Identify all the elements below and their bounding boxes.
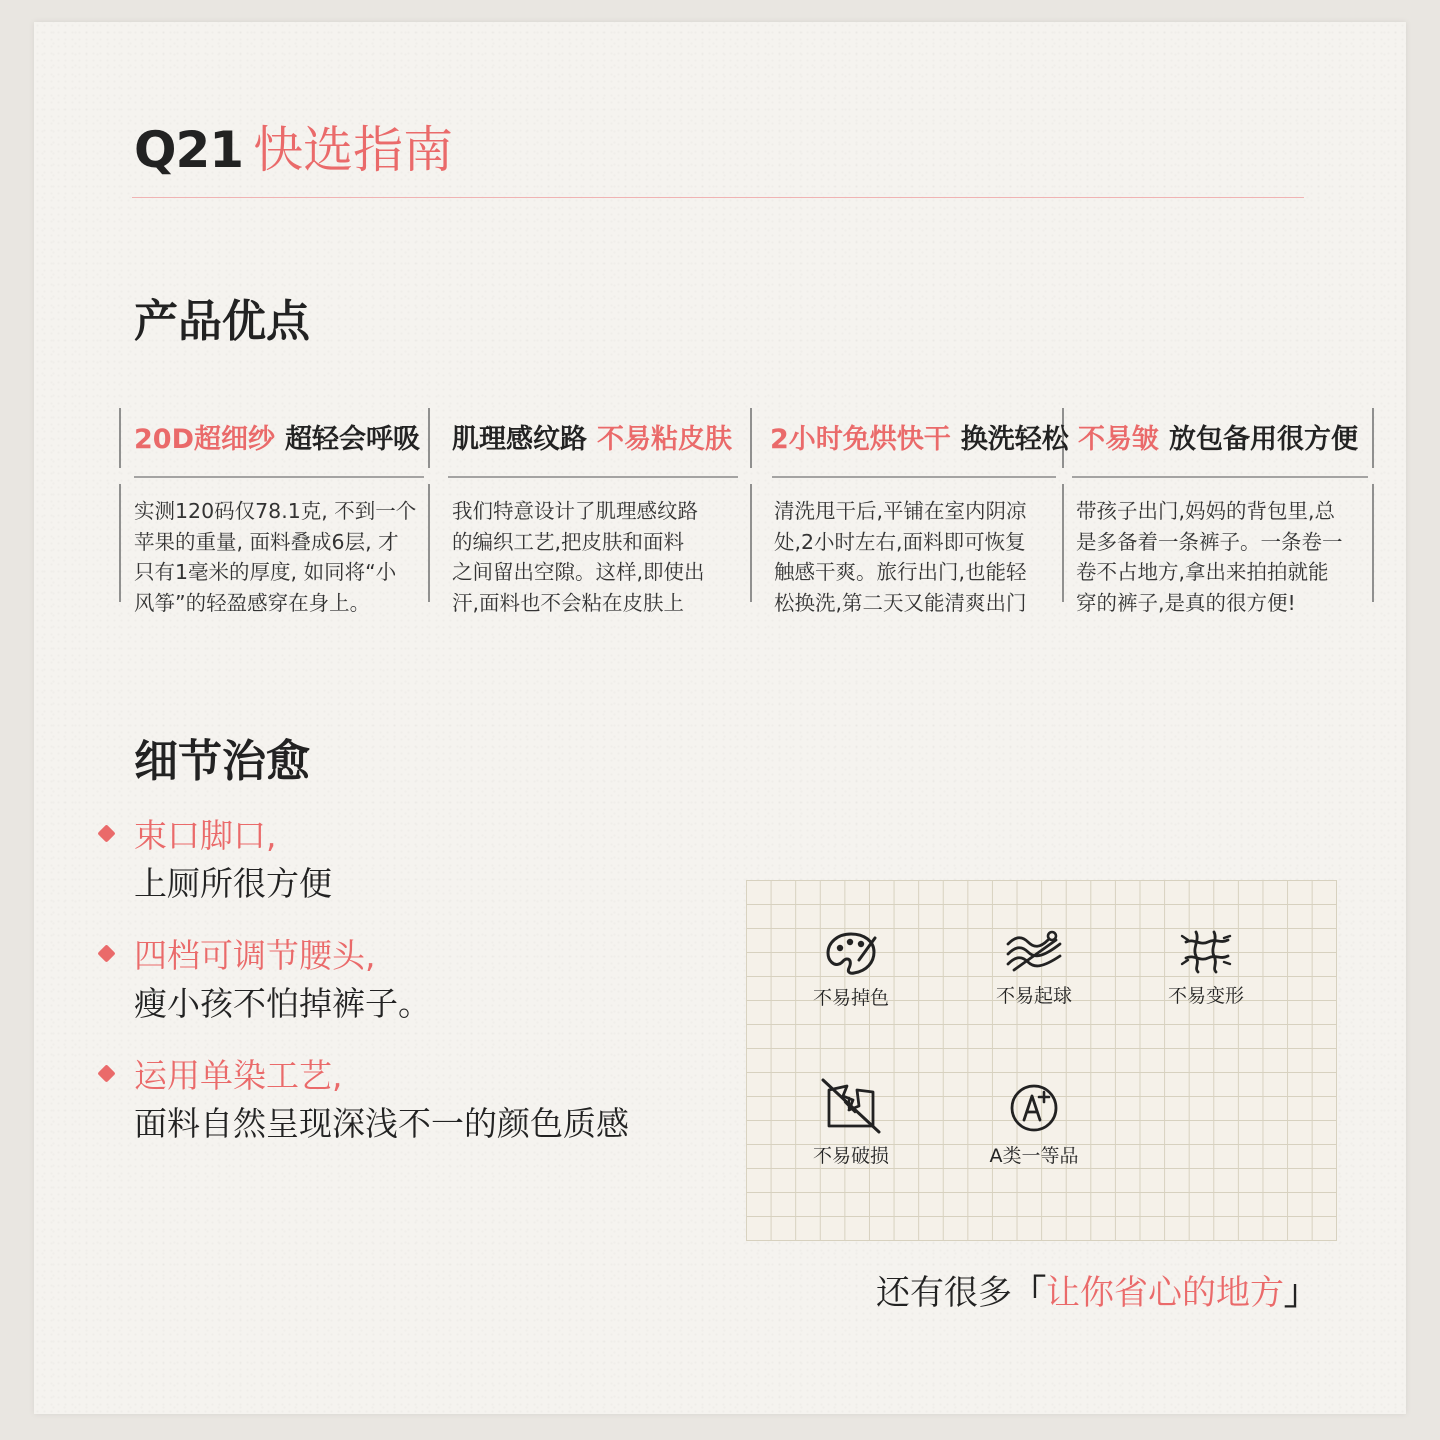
detail-highlight: 束口脚口, bbox=[134, 816, 277, 855]
feature-title: 肌理感纹路 bbox=[452, 424, 587, 455]
feature-line: 处,2小时左右,面料即可恢复 bbox=[774, 529, 1026, 554]
feature-line: 风筝”的轻盈感穿在身上。 bbox=[134, 590, 371, 615]
feature-item bbox=[770, 408, 1069, 615]
detail-item bbox=[134, 812, 332, 908]
waves-icon bbox=[1004, 926, 1064, 976]
feature-line: 只有1毫米的厚度, 如同将“小 bbox=[134, 560, 397, 584]
feature-description bbox=[134, 496, 416, 618]
feature-icon-grid bbox=[746, 880, 1337, 1241]
feature-line: 实测120码仅78.1克, 不到一个 bbox=[134, 499, 417, 523]
a-plus-badge-icon bbox=[1004, 1076, 1064, 1136]
detail-highlight: 运用单染工艺, bbox=[134, 1056, 343, 1095]
feature-line: 带孩子出门,妈妈的背包里,总 bbox=[1076, 499, 1336, 523]
feature-line: 是多备着一条裤子。一条卷一 bbox=[1076, 529, 1343, 554]
icon-item bbox=[974, 926, 1094, 1008]
feature-line: 之间留出空隙。这样,即使出 bbox=[452, 560, 705, 584]
feature-rule bbox=[448, 476, 738, 478]
detail-item bbox=[134, 932, 431, 1028]
feature-line: 我们特意设计了肌理感纹路 bbox=[452, 499, 698, 523]
icon-item bbox=[1146, 926, 1266, 1008]
fabric-stretch-icon bbox=[1178, 926, 1234, 976]
feature-highlight: 不易皱 bbox=[1078, 424, 1159, 455]
feature-heading bbox=[452, 422, 732, 458]
feature-divider bbox=[428, 484, 430, 602]
detail-item bbox=[134, 1052, 629, 1148]
feature-panel bbox=[118, 408, 1376, 615]
feature-line: 苹果的重量, 面料叠成6层, 才 bbox=[134, 529, 399, 554]
title-code: Q21 bbox=[134, 121, 244, 179]
feature-divider bbox=[119, 408, 121, 468]
footer-tagline bbox=[876, 1268, 1318, 1318]
feature-divider bbox=[1372, 408, 1374, 468]
detail-text: 瘦小孩不怕掉裤子。 bbox=[134, 984, 431, 1023]
icon-label: 不易变形 bbox=[1167, 985, 1244, 1007]
icon-item bbox=[791, 1076, 911, 1168]
section-heading-advantages: 产品优点 bbox=[134, 296, 310, 347]
feature-line: 清洗甩干后,平铺在室内阴凉 bbox=[774, 499, 1027, 523]
footer-bracket-close: 」 bbox=[1284, 1273, 1318, 1313]
feature-highlight: 不易粘皮肤 bbox=[597, 424, 732, 455]
feature-line: 触感干爽。旅行出门,也能轻 bbox=[774, 560, 1027, 584]
feature-item bbox=[134, 408, 424, 615]
feature-divider bbox=[1062, 484, 1064, 602]
feature-rule bbox=[772, 476, 1056, 478]
feature-title: 超轻会呼吸 bbox=[285, 424, 420, 455]
feature-line: 松换洗,第二天又能清爽出门 bbox=[774, 590, 1027, 615]
detail-text: 上厕所很方便 bbox=[134, 864, 332, 903]
page-title bbox=[134, 120, 453, 180]
detail-text: 面料自然呈现深浅不一的颜色质感 bbox=[134, 1104, 629, 1143]
detail-highlight: 四档可调节腰头, bbox=[134, 936, 376, 975]
feature-highlight: 2小时免烘快干 bbox=[770, 424, 951, 455]
feature-line: 的编织工艺,把皮肤和面料 bbox=[452, 529, 685, 554]
feature-line: 穿的裤子,是真的很方便! bbox=[1076, 590, 1296, 615]
broken-box-icon bbox=[819, 1076, 883, 1136]
icon-item bbox=[974, 1076, 1094, 1168]
feature-divider bbox=[1372, 484, 1374, 602]
feature-item bbox=[452, 408, 746, 615]
feature-line: 卷不占地方,拿出来拍拍就能 bbox=[1076, 560, 1329, 584]
feature-rule bbox=[1072, 476, 1368, 478]
title-divider bbox=[132, 197, 1304, 198]
feature-divider bbox=[428, 408, 430, 468]
feature-heading bbox=[770, 422, 1069, 458]
icon-label: 不易掉色 bbox=[812, 987, 889, 1009]
feature-item bbox=[1076, 408, 1368, 615]
feature-line: 汗,面料也不会粘在皮肤上 bbox=[452, 590, 685, 615]
icon-label: 不易起球 bbox=[995, 985, 1072, 1007]
section-heading-details: 细节治愈 bbox=[134, 736, 310, 787]
feature-heading bbox=[1078, 422, 1358, 458]
feature-divider bbox=[750, 408, 752, 468]
feature-heading bbox=[134, 422, 420, 458]
footer-prefix: 还有很多 bbox=[876, 1273, 1012, 1313]
feature-description bbox=[452, 496, 705, 618]
footer-bracket-open: 「 bbox=[1012, 1273, 1046, 1313]
feature-highlight: 20D超细纱 bbox=[134, 424, 275, 455]
palette-icon bbox=[823, 928, 879, 978]
icon-item bbox=[791, 928, 911, 1010]
title-name: 快选指南 bbox=[253, 121, 454, 179]
feature-rule bbox=[134, 476, 424, 478]
feature-description bbox=[774, 496, 1027, 618]
feature-divider bbox=[119, 484, 121, 602]
icon-label: 不易破损 bbox=[812, 1145, 889, 1167]
feature-divider bbox=[750, 484, 752, 602]
feature-description bbox=[1076, 496, 1343, 618]
feature-title: 放包备用很方便 bbox=[1169, 424, 1358, 455]
icon-label: A类一等品 bbox=[989, 1145, 1079, 1167]
feature-title: 换洗轻松 bbox=[960, 424, 1069, 455]
footer-highlight: 让你省心的地方 bbox=[1046, 1273, 1284, 1313]
